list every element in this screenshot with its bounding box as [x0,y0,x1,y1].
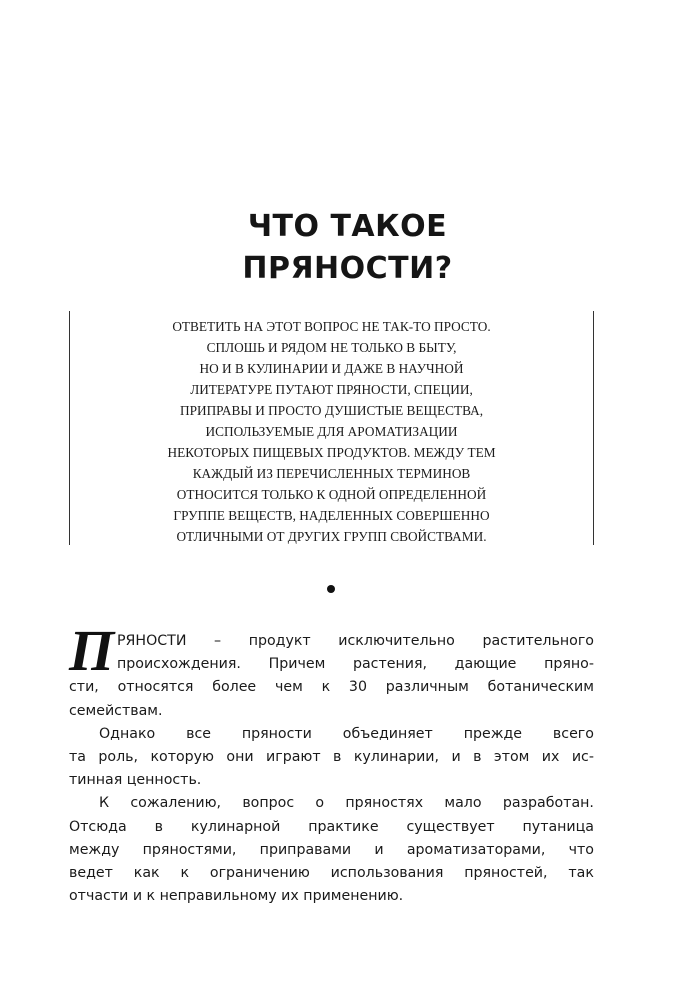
epigraph-line: ОТНОСИТСЯ ТОЛЬКО К ОДНОЙ ОПРЕДЕЛЕННОЙ [176,487,487,502]
text-line [69,816,594,839]
word: Однако [99,725,156,742]
text-line [69,676,594,699]
word: растительного [482,633,594,649]
word: пряностей, [464,864,548,881]
body-text [69,630,594,908]
paragraph [69,630,594,723]
word: пряностями, [142,841,237,858]
word: более [212,679,257,696]
paragraph [69,792,594,908]
word: сти, [69,679,99,696]
section-divider-dot [327,585,335,593]
drop-cap: П [69,618,115,683]
word: ведет [69,864,113,881]
word: к [146,888,156,905]
word: в [154,818,163,835]
word: относятся [117,679,194,696]
word: ценность. [126,772,202,789]
word: объединяет [342,725,433,742]
text-line [69,862,594,885]
epigraph-line: ИСПОЛЬЗУЕМЫЕ ДЛЯ АРОМАТИЗАЦИИ [205,424,458,439]
word: что [568,841,594,858]
word: отчасти [69,888,129,905]
word: РЯНОСТИ [117,633,187,649]
text-line [69,700,594,723]
epigraph-line: ОТВЕТИТЬ НА ЭТОТ ВОПРОС НЕ ТАК-ТО ПРОСТО. [172,319,491,334]
word: исключительно [338,633,455,649]
word: и [132,888,143,905]
word: неправильному [159,888,277,905]
text-line [69,746,594,769]
word: к [180,864,190,881]
word: о [315,795,325,812]
word: ис- [571,748,594,765]
paragraph [69,723,594,793]
word: растения, [352,656,427,673]
word: тинная [69,772,123,789]
word: пряностях [345,795,424,812]
word: Отсюда [69,818,127,835]
text-line [69,769,594,792]
chapter-title-line: ПРЯНОСТИ? [242,251,453,286]
epigraph-line: НО И В КУЛИНАРИИ И ДАЖЕ В НАУЧНОЙ [199,361,464,376]
text-line [69,630,594,653]
epigraph-text [70,316,593,547]
word: их [281,888,299,905]
word: в [333,748,342,765]
word: кулинарной [190,818,281,835]
epigraph-line: КАЖДЫЙ ИЗ ПЕРЕЧИСЛЕННЫХ ТЕРМИНОВ [192,466,471,481]
text-line [69,885,594,908]
word: разработан. [502,795,594,812]
word: в [473,748,482,765]
word: ароматизаторами, [406,841,546,858]
word: К [99,795,110,812]
word: существует [406,818,495,835]
word: вопрос [242,795,295,812]
text-line [69,653,594,676]
word: они [226,748,254,765]
epigraph-line: СПЛОШЬ И РЯДОМ НЕ ТОЛЬКО В БЫТУ, [206,340,457,355]
epigraph-line: ГРУППЕ ВЕЩЕСТВ, НАДЕЛЕННЫХ СОВЕРШЕННО [173,508,490,523]
word: играют [266,748,321,765]
word: Причем [268,656,326,673]
word: и [374,841,384,858]
word: дающие [454,656,517,673]
word: к [321,679,331,696]
epigraph-line: ПРИПРАВЫ И ПРОСТО ДУШИСТЫЕ ВЕЩЕСТВА, [179,403,484,418]
word: роль, [98,748,139,765]
word: ограничению [209,864,310,881]
text-line [69,839,594,862]
epigraph-line: НЕКОТОРЫХ ПИЩЕВЫХ ПРОДУКТОВ. МЕЖДУ ТЕМ [167,445,496,460]
text-line [69,792,594,815]
word: применению. [303,888,404,905]
word: между [69,841,120,858]
chapter-title-line: ЧТО ТАКОЕ [247,209,448,244]
word: практике [308,818,379,835]
word: пряно- [544,656,594,673]
word: все [186,725,211,742]
word: – [214,633,222,649]
word: всего [552,725,594,742]
chapter-title [0,206,695,290]
word: мало [444,795,482,812]
word: пряности [241,725,312,742]
word: 30 [348,679,367,696]
word: прежде [463,725,523,742]
word: так [568,864,594,881]
word: путаница [522,818,594,835]
word: семействам. [69,702,163,719]
word: происхождения. [117,656,241,673]
word: приправами [259,841,352,858]
word: та [69,748,86,765]
word: сожалению, [130,795,222,812]
epigraph-line: ЛИТЕРАТУРЕ ПУТАЮТ ПРЯНОСТИ, СПЕЦИИ, [190,382,473,397]
word: использования [330,864,444,881]
word: которую [150,748,214,765]
word: ботаническим [487,679,594,696]
word: и [451,748,461,765]
word: как [133,864,160,881]
word: продукт [248,633,311,649]
text-line [69,723,594,746]
epigraph-line: ОТЛИЧНЫМИ ОТ ДРУГИХ ГРУПП СВОЙСТВАМИ. [176,529,487,544]
word: чем [274,679,303,696]
word: их [541,748,560,765]
epigraph-box [69,311,594,545]
word: кулинарии, [353,748,440,765]
word: этом [493,748,530,765]
word: различным [385,679,469,696]
